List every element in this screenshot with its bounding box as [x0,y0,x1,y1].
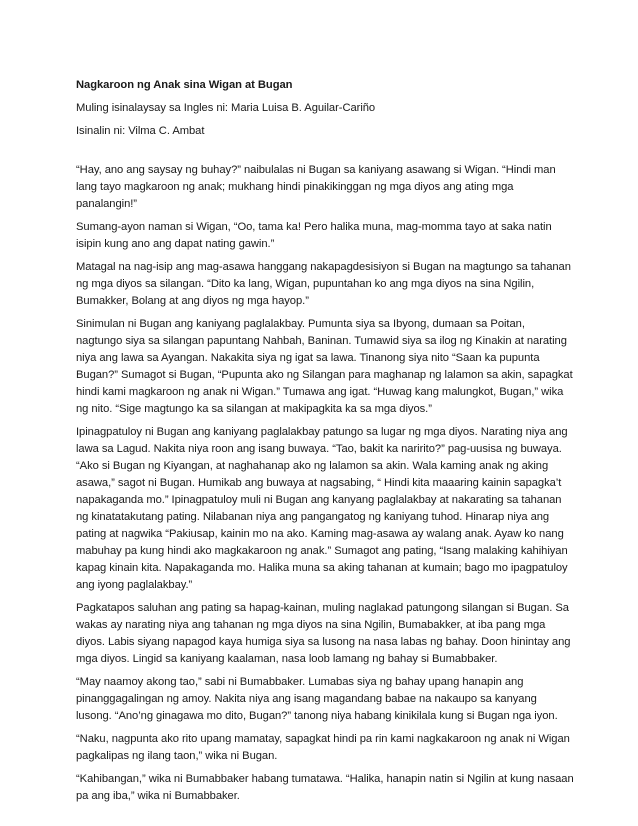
story-paragraph: “Naku, nagpunta ako rito upang mamatay, sapagkat hindi pa rin kami nagkakaroon ng anak ni Wigan pagkalipas ng ilang taon,” wika ni Bugan. [76,733,570,762]
story-paragraph: Pagkatapos saluhan ang pating sa hapag-kainan, muling naglakad patungong silangan si Bugan. Sa wakas ay narating niya ang tahanan ng mga diyos na sina Ngilin, Bumabakker, at iba pang mga diyos. Labis siyang napagod kaya humiga siya sa lusong na nasa labas ng bahay. Doon hinintay ang mga diyos. Lingid sa kaniyang kaalaman, nasa loob lamang ng bahay si Bumabbaker. [76,602,571,665]
retold-by-credit: Muling isinalaysay sa Ingles ni: Maria Luisa B. Aguilar-Cariño [76,102,376,114]
story-paragraph: “Kahibangan,” wika ni Bumabbaker habang tumatawa. “Halika, hanapin natin si Ngilin at kung nasaan pa ang iba,” wika ni Bumabbaker. [76,773,574,802]
story-paragraph: “May naamoy akong tao,” sabi ni Bumabbaker. Lumabas siya ng bahay upang hanapin ang pinanggagalingan ng amoy. Nakita niya ang isang magandang babae na nakaupo sa kanyang lusong. “Ano’ng ginagawa mo dito, Bugan?” tanong niya habang kinikilala kung si Bugan nga iyon. [76,676,558,722]
story-paragraph: Matagal na nag-isip ang mag-asawa hanggang nakapagdesisiyon si Bugan na magtungo sa tahanan ng mga diyos sa silangan. “Dito ka lang, Wigan, pupuntahan ko ang mga diyos na sina Ngilin, Bumakker, Bolang at ang diyos ng mga hayop.” [76,261,571,307]
document-body [76,77,574,811]
translated-by-credit: Isinalin ni: Vilma C. Ambat [76,125,205,137]
story-paragraph: Ipinagpatuloy ni Bugan ang kaniyang paglalakbay patungo sa lugar ng mga diyos. Narating niya ang lawa sa Lagud. Nakita niya roon ang isang buwaya. “Tao, bakit ka naririto?” pag-uusisa ng buwaya. “Ako si Bugan ng Kiyangan, at naghahanap ako ng lalamon sa akin. Wala kaming anak ng aking asawa,” sagot ni Bugan. Humikab ang buwaya at nagsabing, “ Hindi kita maaaring kainin sapagka’t napakaganda mo.” Ipinagpatuloy muli ni Bugan ang kanyang paglalakbay at nakarating sa tahanan ng kinatatakutang pating. Nilabanan niya ang pangangatog ng kaniyang tuhod. Hinarap niya ang pating at nagwika “Pakiusap, kainin mo na ako. Kaming mag-asawa ay walang anak. Ayaw ko nang mabuhay pa kung hindi ako magkakaroon ng anak.” Sumagot ang pating, “Isang malaking kahihiyan kapag kinain kita. Napakaganda mo. Halika muna sa aking tahanan at kumain; bago mo ipagpatuloy ang iyong paglalakbay.” [76,426,568,591]
story-paragraph: “Hay, ano ang saysay ng buhay?” naibulalas ni Bugan sa kaniyang asawang si Wigan. “Hindi man lang tayo magkaroon ng anak; mukhang hindi pinakikinggan ng mga diyos ang ating mga panalangin!” [76,164,556,210]
story-paragraph: Sinimulan ni Bugan ang kaniyang paglalakbay. Pumunta siya sa Ibyong, dumaan sa Poitan, nagtungo siya sa silangan papuntang Nahbah, Baninan. Tumawid siya sa ilog ng Kinakin at narating niya ang lawa sa Ayangan. Nakakita siya ng igat sa lawa. Tinanong siya nito “Saan ka pupunta Bugan?” Sumagot si Bugan, “Pupunta ako ng Silangan para maghanap ng lalamon sa akin, sapagkat hindi kami magkaroon ng anak ni Wigan.” Tumawa ang igat. “Huwag kang malungkot, Bugan,” wika ng nito. “Sige magtungo ka sa silangan at makipagkita ka sa mga diyos.” [76,318,573,415]
story-paragraph: Sumang-ayon naman si Wigan, “Oo, tama ka! Pero halika muna, mag-momma tayo at saka natin isipin kung ano ang dapat nating gawin.” [76,221,552,250]
document-title: Nagkaroon ng Anak sina Wigan at Bugan [76,79,293,91]
